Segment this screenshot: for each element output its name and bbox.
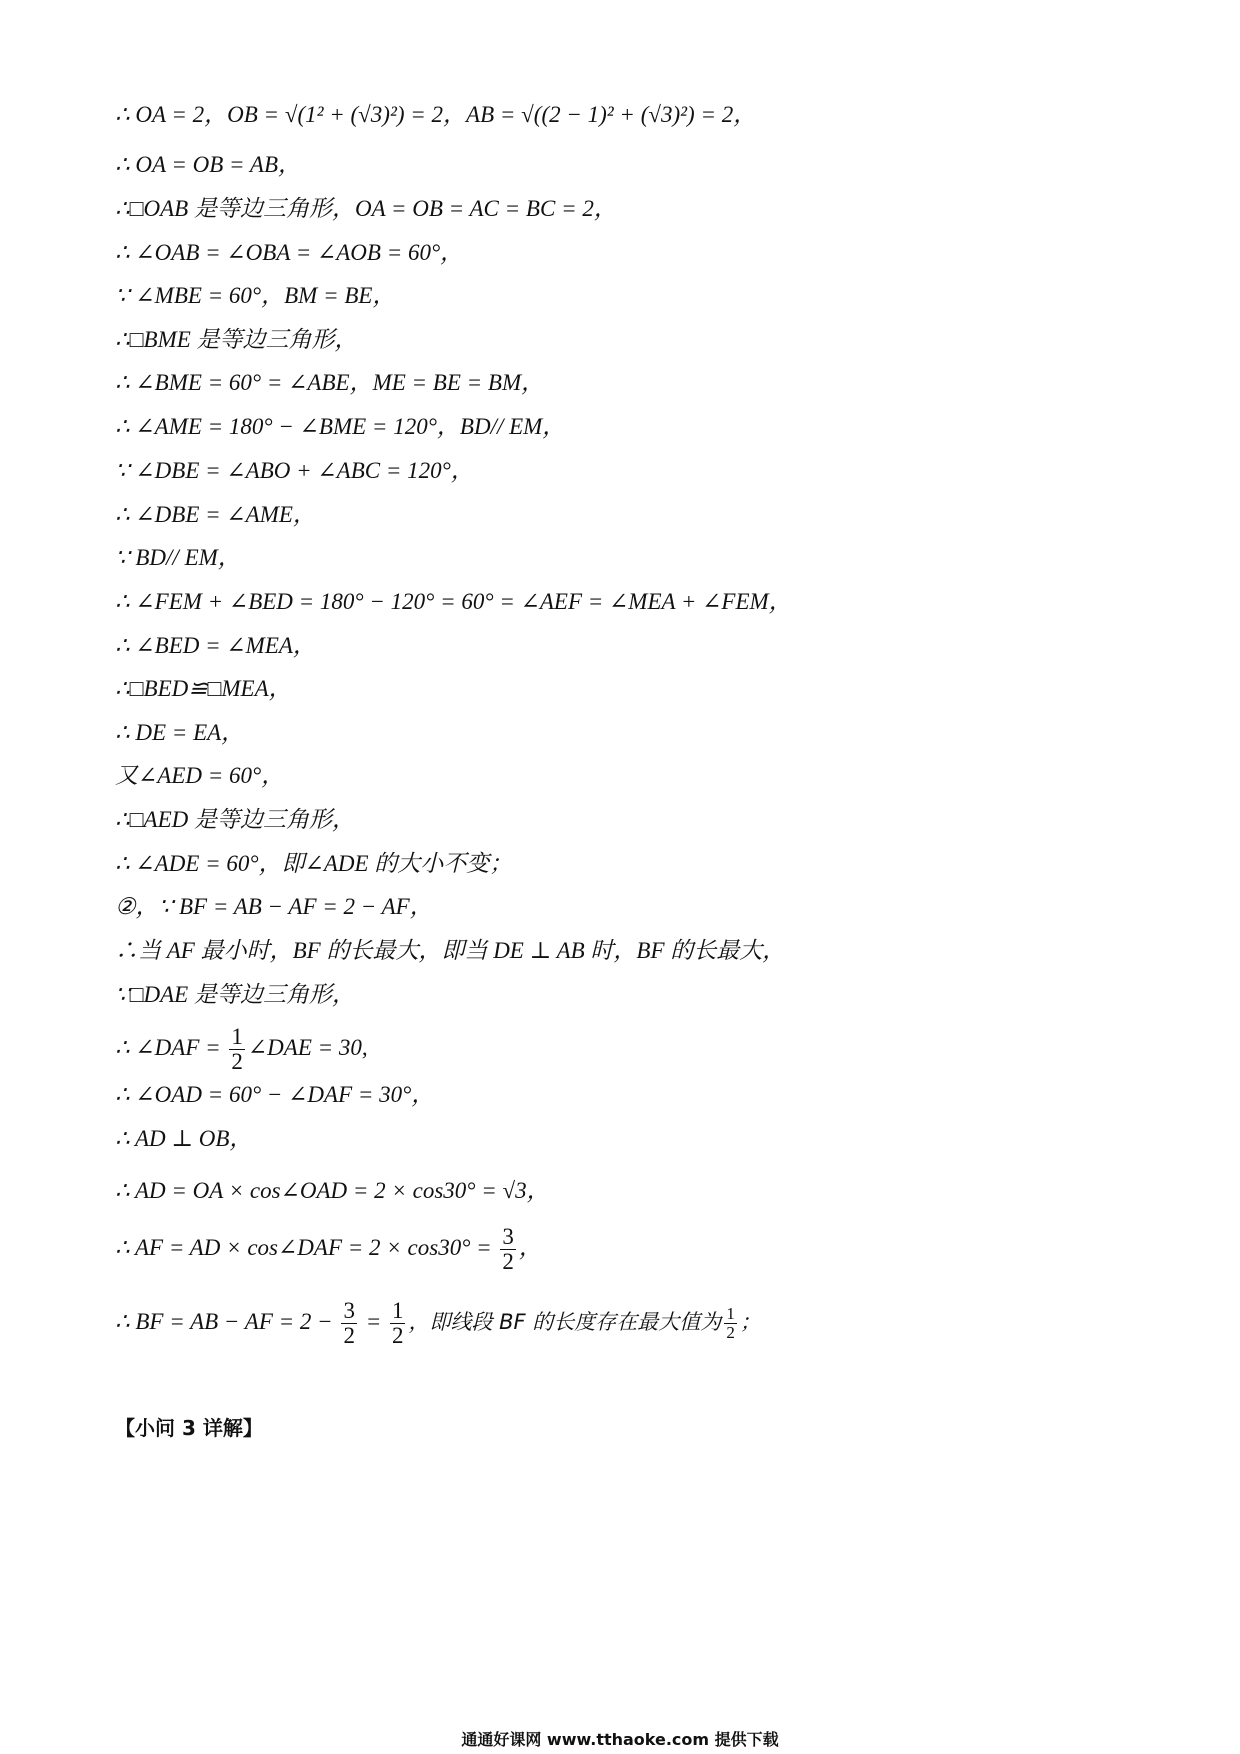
fraction-half (229, 1025, 245, 1074)
solution-line: ∴□BED≌□MEA， (115, 676, 292, 701)
fraction-half (390, 1299, 406, 1348)
daf-suffix: ∠DAE = 30, (247, 1035, 368, 1060)
fraction-denominator: 2 (726, 1323, 735, 1343)
fraction-numerator: 1 (231, 1024, 243, 1050)
page-footer: 通通好课网 www.tthaoke.com 提供下载 (461, 1730, 779, 1749)
solution-line: ∴□BME 是等边三角形， (115, 327, 358, 352)
solution-line-af (115, 1222, 542, 1274)
solution-line: ∴ ∠BED = ∠MEA， (115, 633, 316, 658)
solution-line: ∴ OA = 2，OB = √(1² + (√3)²) = 2，AB = √((2 − 1)² + (√3)²) = 2， (115, 102, 757, 127)
fraction-three-halves (341, 1299, 357, 1348)
solution-line: ∴ ∠BME = 60° = ∠ABE，ME = BE = BM， (115, 370, 545, 395)
solution-line: ∴ ∠FEM + ∠BED = 180° − 120° = 60° = ∠AEF = ∠MEA + ∠FEM， (115, 589, 792, 614)
solution-line: ∴ ∠DBE = ∠AME， (115, 502, 316, 527)
bf-equals: = (359, 1309, 387, 1334)
fraction-numerator: 3 (502, 1224, 514, 1250)
solution-line: ∴ AD ⊥ OB， (115, 1126, 253, 1151)
fraction-numerator: 1 (391, 1298, 404, 1324)
solution-line-daf (115, 1022, 368, 1074)
bf-conclusion-text: ，即线段 BF 的长度存在最大值为 (408, 1310, 722, 1334)
solution-line: ∵ ∠MBE = 60°，BM = BE， (115, 283, 396, 308)
solution-line: ∴ OA = OB = AB， (115, 152, 302, 177)
fraction-numerator: 3 (343, 1298, 355, 1324)
solution-line-bf (115, 1296, 761, 1348)
fraction-half-small (724, 1305, 737, 1342)
fraction-numerator: 1 (726, 1304, 735, 1324)
fraction-denominator: 2 (502, 1249, 514, 1275)
solution-line: ∴□AED 是等边三角形， (115, 807, 355, 832)
solution-line: ∵□DAE 是等边三角形， (115, 982, 355, 1007)
fraction-denominator: 2 (391, 1323, 404, 1349)
solution-line: ∴ ∠OAD = 60° − ∠DAF = 30°， (115, 1082, 435, 1107)
solution-line: ∵ ∠DBE = ∠ABO + ∠ABC = 120°， (115, 458, 474, 483)
daf-prefix: ∴ ∠DAF = (115, 1035, 227, 1060)
solution-line: ∵ BD// EM， (115, 545, 241, 570)
solution-line: 又∠AED = 60°， (115, 763, 285, 788)
solution-line: ∴ AD = OA × cos∠OAD = 2 × cos30° = √3， (115, 1178, 550, 1203)
fraction-three-halves (500, 1225, 516, 1274)
solution-line: ∴ ∠ADE = 60°，即∠ADE 的大小不变； (115, 851, 513, 876)
fraction-denominator: 2 (231, 1049, 243, 1075)
solution-line: ∴当 AF 最小时，BF 的长最大，即当 DE ⊥ AB 时，BF 的长最大， (115, 938, 786, 963)
solution-line: ∴□OAB 是等边三角形，OA = OB = AC = BC = 2， (115, 196, 617, 221)
fraction-denominator: 2 (343, 1323, 355, 1349)
solution-line: ∴ ∠OAB = ∠OBA = ∠AOB = 60°， (115, 240, 464, 265)
bf-prefix: ∴ BF = AB − AF = 2 − (115, 1309, 339, 1334)
af-prefix: ∴ AF = AD × cos∠DAF = 2 × cos30° = (115, 1235, 498, 1260)
bf-end: ； (739, 1310, 761, 1334)
solution-line: ②，∵ BF = AB − AF = 2 − AF， (115, 894, 433, 919)
solution-line: ∴ DE = EA， (115, 720, 245, 745)
solution-line: ∴ ∠AME = 180° − ∠BME = 120°，BD// EM， (115, 414, 566, 439)
af-suffix: ， (518, 1235, 542, 1260)
section-heading: 【小问 3 详解】 (115, 1416, 263, 1440)
